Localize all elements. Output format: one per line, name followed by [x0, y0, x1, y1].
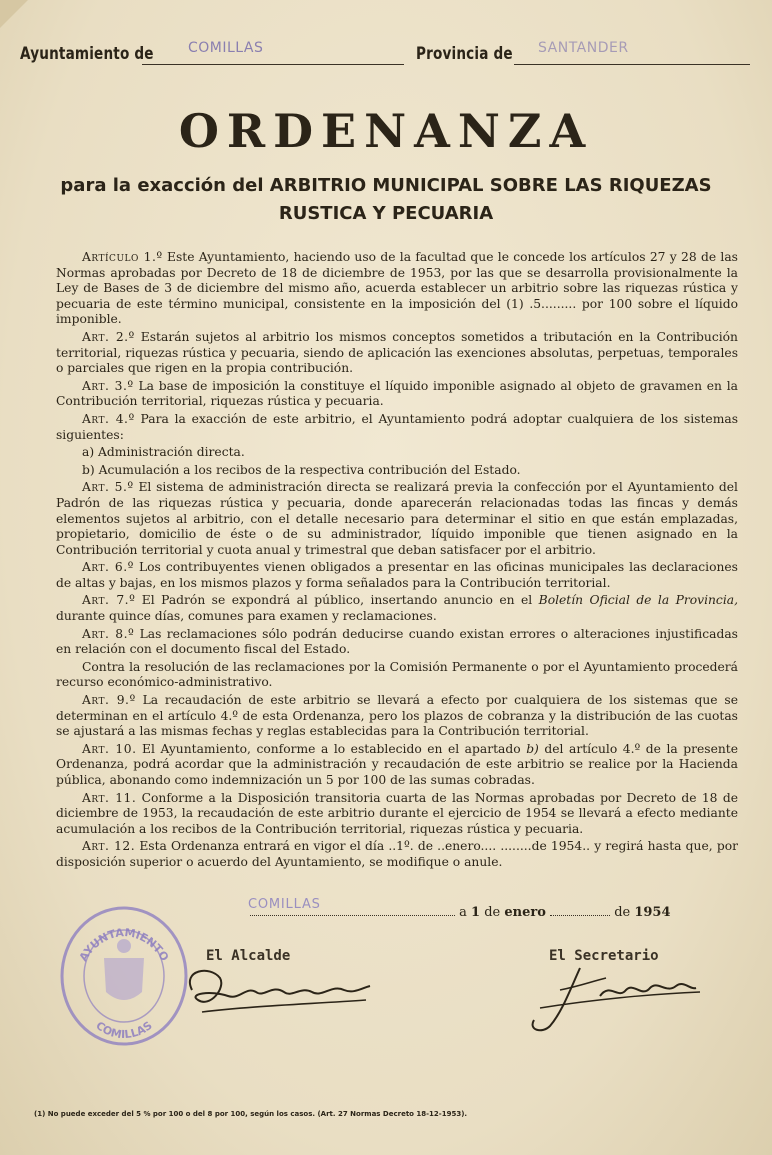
ayuntamiento-value: COMILLAS — [188, 40, 264, 56]
date-de-1: de — [484, 905, 501, 920]
article-text: La recaudación de este arbitrio se llevará a efecto por cualquiera de los sistemas que se determinan en el artículo 4.º de esta Ordenanza, pero los plazos de cobranza y la distribución de las cuotas se ajustará a las mismas fechas y reglas establecidas para la Contribución territorial. — [56, 693, 738, 739]
place-stamp: COMILLAS — [248, 897, 321, 912]
ayuntamiento-label: Ayuntamiento de — [20, 44, 154, 64]
secretario-signature-image — [510, 960, 710, 1040]
seal-text-top: AYUNTAMIENTO — [76, 926, 172, 964]
article-4-option-a: a) Administración directa. — [82, 445, 245, 460]
date-month: enero — [504, 905, 546, 920]
article-label: Art. 8.º — [82, 626, 135, 641]
article-4-option-b: b) Acumulación a los recibos de la respectiva contribución del Estado. — [82, 462, 521, 477]
date-line — [250, 903, 720, 920]
article-label: Art. 2.º — [82, 329, 135, 344]
date-day: 1 — [471, 905, 481, 920]
place-dotted-line — [250, 903, 455, 916]
article-label: Art. 3.º — [82, 378, 134, 393]
article-text: Para la exacción de este arbitrio, el Ayuntamiento podrá adoptar cualquiera de los sistemas siguientes: — [56, 411, 738, 442]
article-text: La base de imposición la constituye el líquido imponible asignado al objeto de gravamen en la Contribución territorial, riquezas rústica y pecuaria. — [56, 378, 738, 409]
provincia-line — [514, 64, 750, 65]
date-year: 1954 — [634, 905, 671, 920]
article-label: Art. 10. — [82, 741, 137, 756]
municipal-seal-image — [58, 896, 190, 1046]
article-9 — [56, 693, 738, 740]
provincia-label: Provincia de — [416, 44, 513, 64]
article-text: El Padrón se expondrá al público, insertando anuncio en el — [141, 593, 533, 608]
article-5 — [56, 480, 738, 558]
boletin-oficial-text: Boletín Oficial de la Provincia, — [538, 593, 738, 608]
article-text: del artículo 4.º de la presente Ordenanza, podrá acordar que la administración y recaudación de este arbitrio se realice por la Hacienda pública, abonando como indemnización un 5 por 100 de las sumas cobradas. — [56, 741, 738, 787]
footnote: (1) No puede exceder del 5 % por 100 o del 8 por 100, según los casos. (Art. 27 Normas Decreto 18-12-1953). — [34, 1110, 468, 1118]
date-a: a — [459, 905, 467, 920]
ayuntamiento-line — [142, 64, 404, 65]
article-text: El sistema de administración directa se realizará previa la confección por el Ayuntamiento del Padrón de las riquezas rústica y pecuaria, donde aparecerán relacionadas todas las fincas y demás elementos sujetos al arbitrio, con el detalle necesario para determinar el sitio en que están emplazadas, propietario, domicilio de éste o de su administrador, líquido imponible que tienen asignado en la Contribución territorial y cuota anual y trimestral que deban satisfacer por el arbitrio. — [56, 480, 738, 557]
date-de-2: de — [614, 905, 631, 920]
document-subtitle-line-2: RUSTICA Y PECUARIA — [278, 203, 494, 224]
article-text: Las reclamaciones sólo podrán deducirse cuando existan errores o alteraciones injustificadas en relación con el documento fiscal del Estado. — [56, 626, 738, 657]
secretario-label: El Secretario — [549, 948, 659, 964]
article-4 — [56, 412, 738, 443]
article-8-extra: Contra la resolución de las reclamaciones por la Comisión Permanente o por el Ayuntamiento procederá recurso económico-administrativo. — [56, 659, 738, 690]
article-6 — [56, 560, 738, 591]
month-dotted-line — [550, 903, 610, 916]
ordinance-body — [56, 250, 738, 873]
article-text: Los contribuyentes vienen obligados a presentar en las oficinas municipales las declaraciones de altas y bajas, en los mismos plazos y forma señalados para la Contribución territorial. — [56, 560, 738, 590]
provincia-value: SANTANDER — [538, 40, 629, 56]
article-label: Artículo 1.º — [82, 250, 163, 264]
article-label: Art. 12. — [82, 839, 136, 854]
article-text: Este Ayuntamiento, haciendo uso de la facultad que le concede los artículos 27 y 28 de las Normas aprobadas por Decreto de 18 de diciembre de 1953, por las que se desarrolla provisionalmente la Ley de Bases de 3 de diciembre del mismo año, acuerda establecer un arbitrio sobre las riquezas rústica y pecuaria de este término municipal, consistente en la imposición del (1) .5......... por 100 sobre el líquido imponible. — [56, 250, 738, 327]
article-text: El Ayuntamiento, conforme a lo establecido en el apartado — [142, 741, 521, 756]
article-2 — [56, 330, 738, 377]
article-text: Esta Ordenanza entrará en vigor el día ..1º. de ..enero.... ........de 1954.. y regirá hasta que, por disposición superior o acuerdo del Ayuntamiento, se modifique o anule. — [56, 839, 738, 869]
article-label: Art. 7.º — [82, 593, 136, 608]
article-text: durante quince días, comunes para examen y reclamaciones. — [56, 609, 437, 624]
article-label: Art. 6.º — [82, 560, 134, 575]
article-text: Conforme a la Disposición transitoria cuarta de las Normas aprobadas por Decreto de 18 de diciembre de 1953, la recaudación de este arbitrio durante el ejercicio de 1954 se llevará a efecto mediante acumulación a los recibos de la Contribución territorial, riquezas rústica y pecuaria. — [56, 790, 738, 836]
article-11 — [56, 791, 738, 838]
document-title: ORDENANZA — [178, 104, 594, 158]
article-label: Art. 11. — [82, 790, 137, 805]
apartado-b-text: b) — [526, 741, 539, 756]
document-header — [20, 40, 750, 70]
article-8 — [56, 627, 738, 658]
document-subtitle-line-1: para la exacción del ARBITRIO MUNICIPAL SOBRE LAS RIQUEZAS — [60, 175, 712, 196]
article-label: Art. 4.º — [82, 411, 135, 426]
article-label: Art. 9.º — [82, 693, 136, 708]
alcalde-label: El Alcalde — [206, 948, 291, 964]
article-12 — [56, 839, 738, 870]
seal-text-bottom: COMILLAS — [93, 1018, 155, 1042]
article-text: Estarán sujetos al arbitrio los mismos conceptos sometidos a tributación en la Contribución territorial, riquezas rústica y pecuaria, siendo de aplicación las exenciones absolutas, perpetuas, temporales o parciales que rigen en la propia contribución. — [56, 329, 738, 376]
alcalde-signature-image — [180, 960, 380, 1030]
article-label: Art. 5.º — [82, 480, 134, 495]
article-7 — [56, 593, 738, 624]
folded-corner — [0, 0, 28, 28]
article-1 — [56, 250, 738, 328]
article-10 — [56, 742, 738, 789]
article-3 — [56, 379, 738, 410]
